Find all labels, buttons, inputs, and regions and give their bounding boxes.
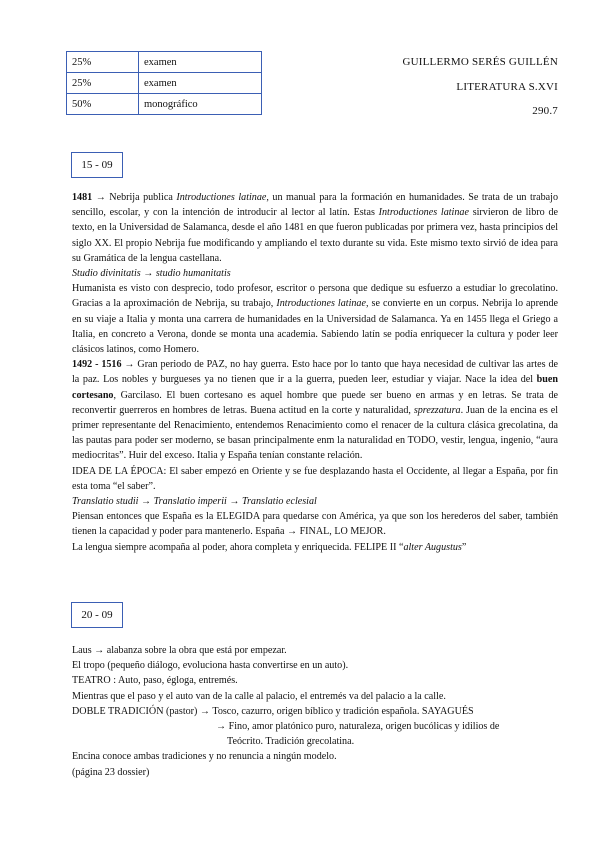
translatio-line: Translatio studii → Translatio imperii → Translatio eclesial	[72, 496, 317, 508]
text-fragment: , un manual para la formación en humanidades. Se trata de un trabajo sencillo, escolar, y con la intención de introducir al lector al latín. Estas	[72, 192, 558, 219]
section-1-notes	[72, 190, 558, 555]
text-fragment: → Gran periodo de PAZ, no hay guerra. Esto hace por lo tanto que haya necesidad de cultivar las artes de la paz. Los nobles y burgueses ya no tienen que ir a la guerra, pueden leer, estudiar y viajar. Nace la idea del	[72, 359, 558, 386]
grade-label: examen	[139, 52, 262, 73]
book-title: Introductiones latinae	[176, 192, 267, 203]
grade-label: examen	[139, 73, 262, 94]
alter-augustus-term: alter Augustus	[403, 541, 462, 553]
table-row	[67, 52, 262, 73]
section-2-notes	[72, 643, 558, 780]
text-fragment: sirvieron de libro de texto, en la Universidad de Salamanca, desde el año 1481 en que fueron publicadas por primera vez, hasta principios del siglo XX. El propio Nebrija fue modificando y ampliando el texto durante su vida. Este mismo texto sirvió de idea para su Gramática de la lengua castellana.	[72, 207, 559, 264]
grade-percent: 50%	[67, 94, 139, 115]
book-title: Introductiones latinae,	[276, 298, 369, 310]
line-laus: Laus → alabanza sobre la obra que está por empezar.	[72, 645, 287, 656]
studio-line: Studio divinitatis → studio humanitatis	[72, 268, 231, 280]
header-author: GUILLERMO SERÉS GUILLÉN	[402, 56, 558, 68]
paragraph-1481	[72, 190, 558, 266]
table-row	[67, 94, 262, 115]
paragraph-lengua-poder	[72, 540, 558, 555]
paragraph-1492-1516	[72, 357, 558, 463]
table-row	[67, 73, 262, 94]
text-fragment: Humanista es visto con desprecio, todo profesor, escritor o persona que dedique su esfuerzo a estudiar lo grecolatino. Gracias a la aproximación de Nebrija, su trabajo,	[72, 283, 558, 310]
paragraph-humanista	[72, 281, 558, 357]
text-fragment: . Juan de la encina es el primer representante del Renacimiento, entendemos Renacimiento como el renacer de la cultura clásica grecolatina, da las pautas para poder ser moderno, se basan principalmente enm la naturalidad en TODO, vestir, lengua, ingenio, “aura mediocritas”. Huir del exceso. Italia y España tenían constante relación.	[72, 404, 558, 462]
buen-cortesano-term: buen cortesano	[72, 374, 558, 401]
line-fino: → Fino, amor platónico puro, naturaleza, origen bucólicas y idilios de	[216, 721, 500, 733]
date-box-15-09: 15 - 09	[71, 152, 123, 178]
text-fragment: ”	[461, 541, 467, 553]
sprezzatura-term: sprezzatura	[413, 404, 461, 416]
paragraph-idea-epoca: IDEA DE LA ÉPOCA: El saber empezó en Oriente y se fue desplazando hasta el Occidente, al llegar a España, por fin esta toma “el saber”.	[72, 465, 558, 492]
grade-label: monográfico	[139, 94, 262, 115]
line-teatro: TEATRO : Auto, paso, égloga, entremés.	[72, 675, 238, 687]
line-encina: Encina conoce ambas tradiciones y no renuncia a ningún modelo.	[72, 751, 337, 763]
header-course: LITERATURA S.XVI	[456, 81, 558, 93]
text-fragment: → Nebrija publica	[95, 192, 177, 203]
year-1481: 1481	[72, 192, 93, 203]
grading-table	[66, 51, 262, 115]
line-paso-auto: Mientras que el paso y el auto van de la calle al palacio, el entremés va del palacio a la calle.	[72, 690, 446, 702]
text-fragment: , Garcilaso. El buen cortesano es aquel hombre que puede ser bueno en armas y en letras. Se trata de reconvertir guerreros en hombres de letras. Buena actitud en la corte y naturalidad,	[72, 389, 558, 416]
book-title: Introductiones latinae	[378, 207, 469, 219]
line-doble-tradicion: DOBLE TRADICIÓN (pastor) → Tosco, cazurro, origen bíblico y tradición española. SAYAGUÉS	[72, 705, 474, 717]
years-1492-1516: 1492 - 1516	[72, 359, 122, 371]
line-tropo: El tropo (pequeño diálogo, evoluciona hasta convertirse en un auto).	[72, 660, 349, 672]
header-code: 290.7	[532, 105, 558, 117]
paragraph-espana-elegida: Piensan entonces que España es la ELEGIDA para quedarse con América, ya que son los herederos del saber, también tienen la capacidad y poder para mantenerlo. España → FINAL, LO MEJOR.	[72, 511, 558, 538]
text-fragment: La lengua siempre acompaña al poder, ahora completa y enriquecida. FELIPE II “	[72, 541, 404, 553]
grade-percent: 25%	[67, 73, 139, 94]
date-box-20-09: 20 - 09	[71, 602, 123, 628]
grade-percent: 25%	[67, 52, 139, 73]
text-fragment: se convierte en un corpus. Nebrija lo aprende en su viaje a Italia y monta una carrera de humanidades en la Universidad de Salamanca. Ya en 1455 llega el Griego a Italia, en concreto a Verona, donde se monta una academia. Sabiendo latín se podía enriquecer la cultura y poder leer clásicos latinos, como Homero.	[72, 298, 558, 356]
line-teocrito: Teócrito. Tradición grecolatina.	[227, 736, 355, 748]
line-pagina-dossier: (página 23 dossier)	[72, 766, 150, 778]
